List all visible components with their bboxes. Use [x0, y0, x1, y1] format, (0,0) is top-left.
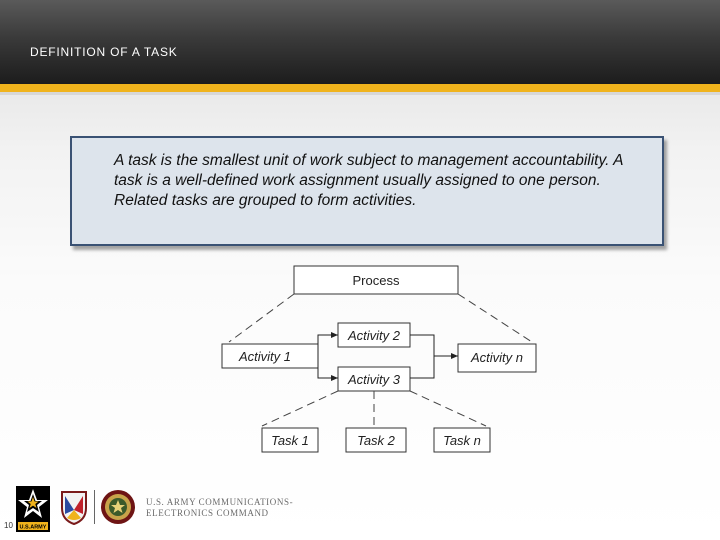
definition-text: A task is the smallest unit of work subject to management accountability. A task is a well-defined work assignment usually assigned to one person. Related tasks are grouped to form activities. — [114, 152, 623, 209]
activity3-label: Activity 3 — [347, 372, 401, 387]
org-name-line2: ELECTRONICS COMMAND — [146, 508, 269, 518]
activity2-label: Activity 2 — [347, 328, 401, 343]
slide-title: DEFINITION OF A TASK — [30, 45, 178, 59]
flow-arrow-a2-to-an — [410, 335, 458, 356]
logo-divider — [94, 490, 95, 524]
taskn-label: Task n — [443, 433, 481, 448]
page-number: 10 — [4, 521, 13, 530]
org-name-line1: U.S. ARMY COMMUNICATIONS- — [146, 497, 294, 507]
activity3-to-task1-link — [262, 391, 338, 426]
army-logo-text: U.S.ARMY — [19, 524, 47, 531]
army-star-logo — [16, 486, 50, 532]
flow-arrow-a1-to-a3 — [318, 356, 338, 378]
process-to-activity1-link — [229, 294, 294, 342]
flow-arrow-a3-to-an — [410, 356, 434, 378]
flow-arrow-a1-to-a2 — [318, 335, 338, 356]
cecom-seal-icon — [100, 488, 136, 526]
task2-label: Task 2 — [357, 433, 395, 448]
task1-label: Task 1 — [271, 433, 309, 448]
process-to-activityn-link — [458, 294, 532, 342]
unit-shield-icon — [60, 490, 88, 526]
activity1-label: Activity 1 — [238, 349, 292, 364]
process-label: Process — [352, 273, 400, 288]
activity3-to-taskn-link — [410, 391, 486, 426]
activityn-label: Activity n — [470, 350, 524, 365]
